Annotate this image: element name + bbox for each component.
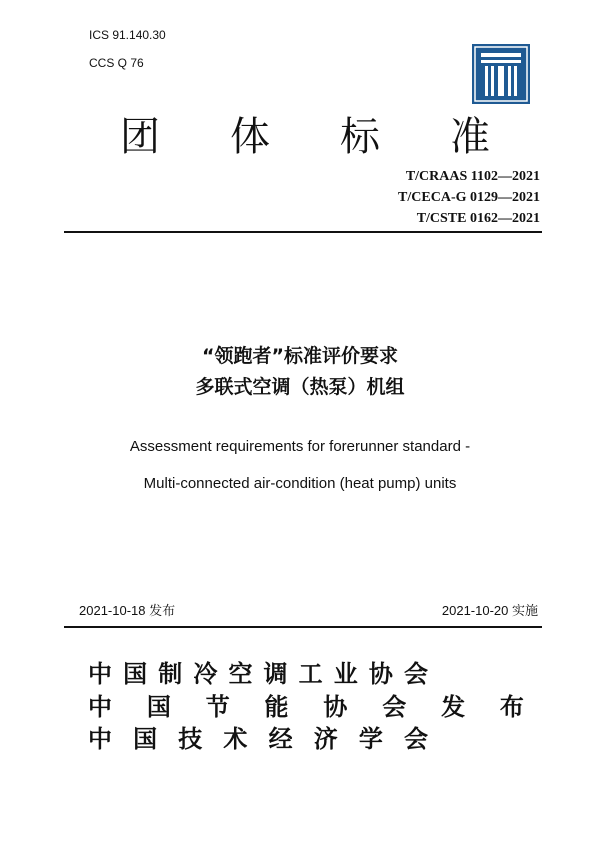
standard-logo-icon (472, 44, 530, 104)
issuer-char: 技 (178, 724, 203, 753)
issuer-char: 国 (133, 724, 158, 753)
top-divider (64, 231, 542, 233)
category-char: 体 (230, 114, 270, 160)
category-char: 准 (450, 114, 490, 160)
chinese-title-line1: “领跑者”标准评价要求 (202, 345, 398, 367)
issuer-char: 国 (146, 692, 171, 721)
ics-code: ICS 91.140.30 (89, 28, 166, 42)
issuer-char: 协 (368, 659, 393, 688)
issuer-char: 国 (123, 659, 148, 688)
issuer-char: 发 (441, 692, 466, 721)
issuer-char: 调 (263, 659, 288, 688)
issuer-char: 业 (333, 659, 358, 688)
issuer-char: 学 (358, 724, 383, 753)
issuer-line2 (88, 692, 524, 722)
bottom-divider (64, 626, 542, 628)
issuer-char: 会 (403, 659, 428, 688)
issuer-char: 布 (499, 692, 524, 721)
chinese-title-line2: 多联式空调（热泵）机组 (195, 376, 405, 398)
issuer-char: 工 (298, 659, 323, 688)
category-char: 标 (340, 114, 380, 160)
issuer-char: 空 (228, 659, 253, 688)
issuer-char: 节 (205, 692, 230, 721)
issuer-char: 中 (88, 724, 112, 753)
issuer-char: 会 (382, 692, 407, 721)
english-title-line1: Assessment requirements for forerunner standard - (129, 438, 471, 455)
ccs-code: CCS Q 76 (89, 56, 144, 70)
english-title-line2: Multi-connected air-condition (heat pump) units (143, 475, 457, 492)
standard-codes (398, 166, 540, 229)
standard-code: T/CSTE 0162—2021 (416, 211, 540, 226)
issuer-line3 (88, 724, 428, 754)
issuer-char: 中 (88, 692, 112, 721)
issuer-char: 协 (323, 692, 348, 721)
issuer-char: 会 (403, 724, 428, 753)
issuer-char: 经 (268, 724, 293, 753)
category-char: 团 (120, 114, 160, 160)
standard-code: T/CRAAS 1102—2021 (405, 169, 540, 184)
issuer-char: 冷 (193, 659, 218, 688)
issuer-line1 (88, 659, 428, 689)
issuer-char: 济 (313, 724, 338, 753)
issuer-char: 术 (223, 724, 248, 753)
document-category (120, 112, 490, 162)
issuer-char: 能 (264, 692, 289, 721)
implement-date: 2021-10-20 实施 (441, 603, 538, 618)
standard-code: T/CECA-G 0129—2021 (398, 190, 540, 205)
issuer-char: 制 (158, 659, 183, 688)
issuer-char: 中 (88, 659, 112, 688)
release-date: 2021-10-18 发布 (79, 603, 176, 618)
